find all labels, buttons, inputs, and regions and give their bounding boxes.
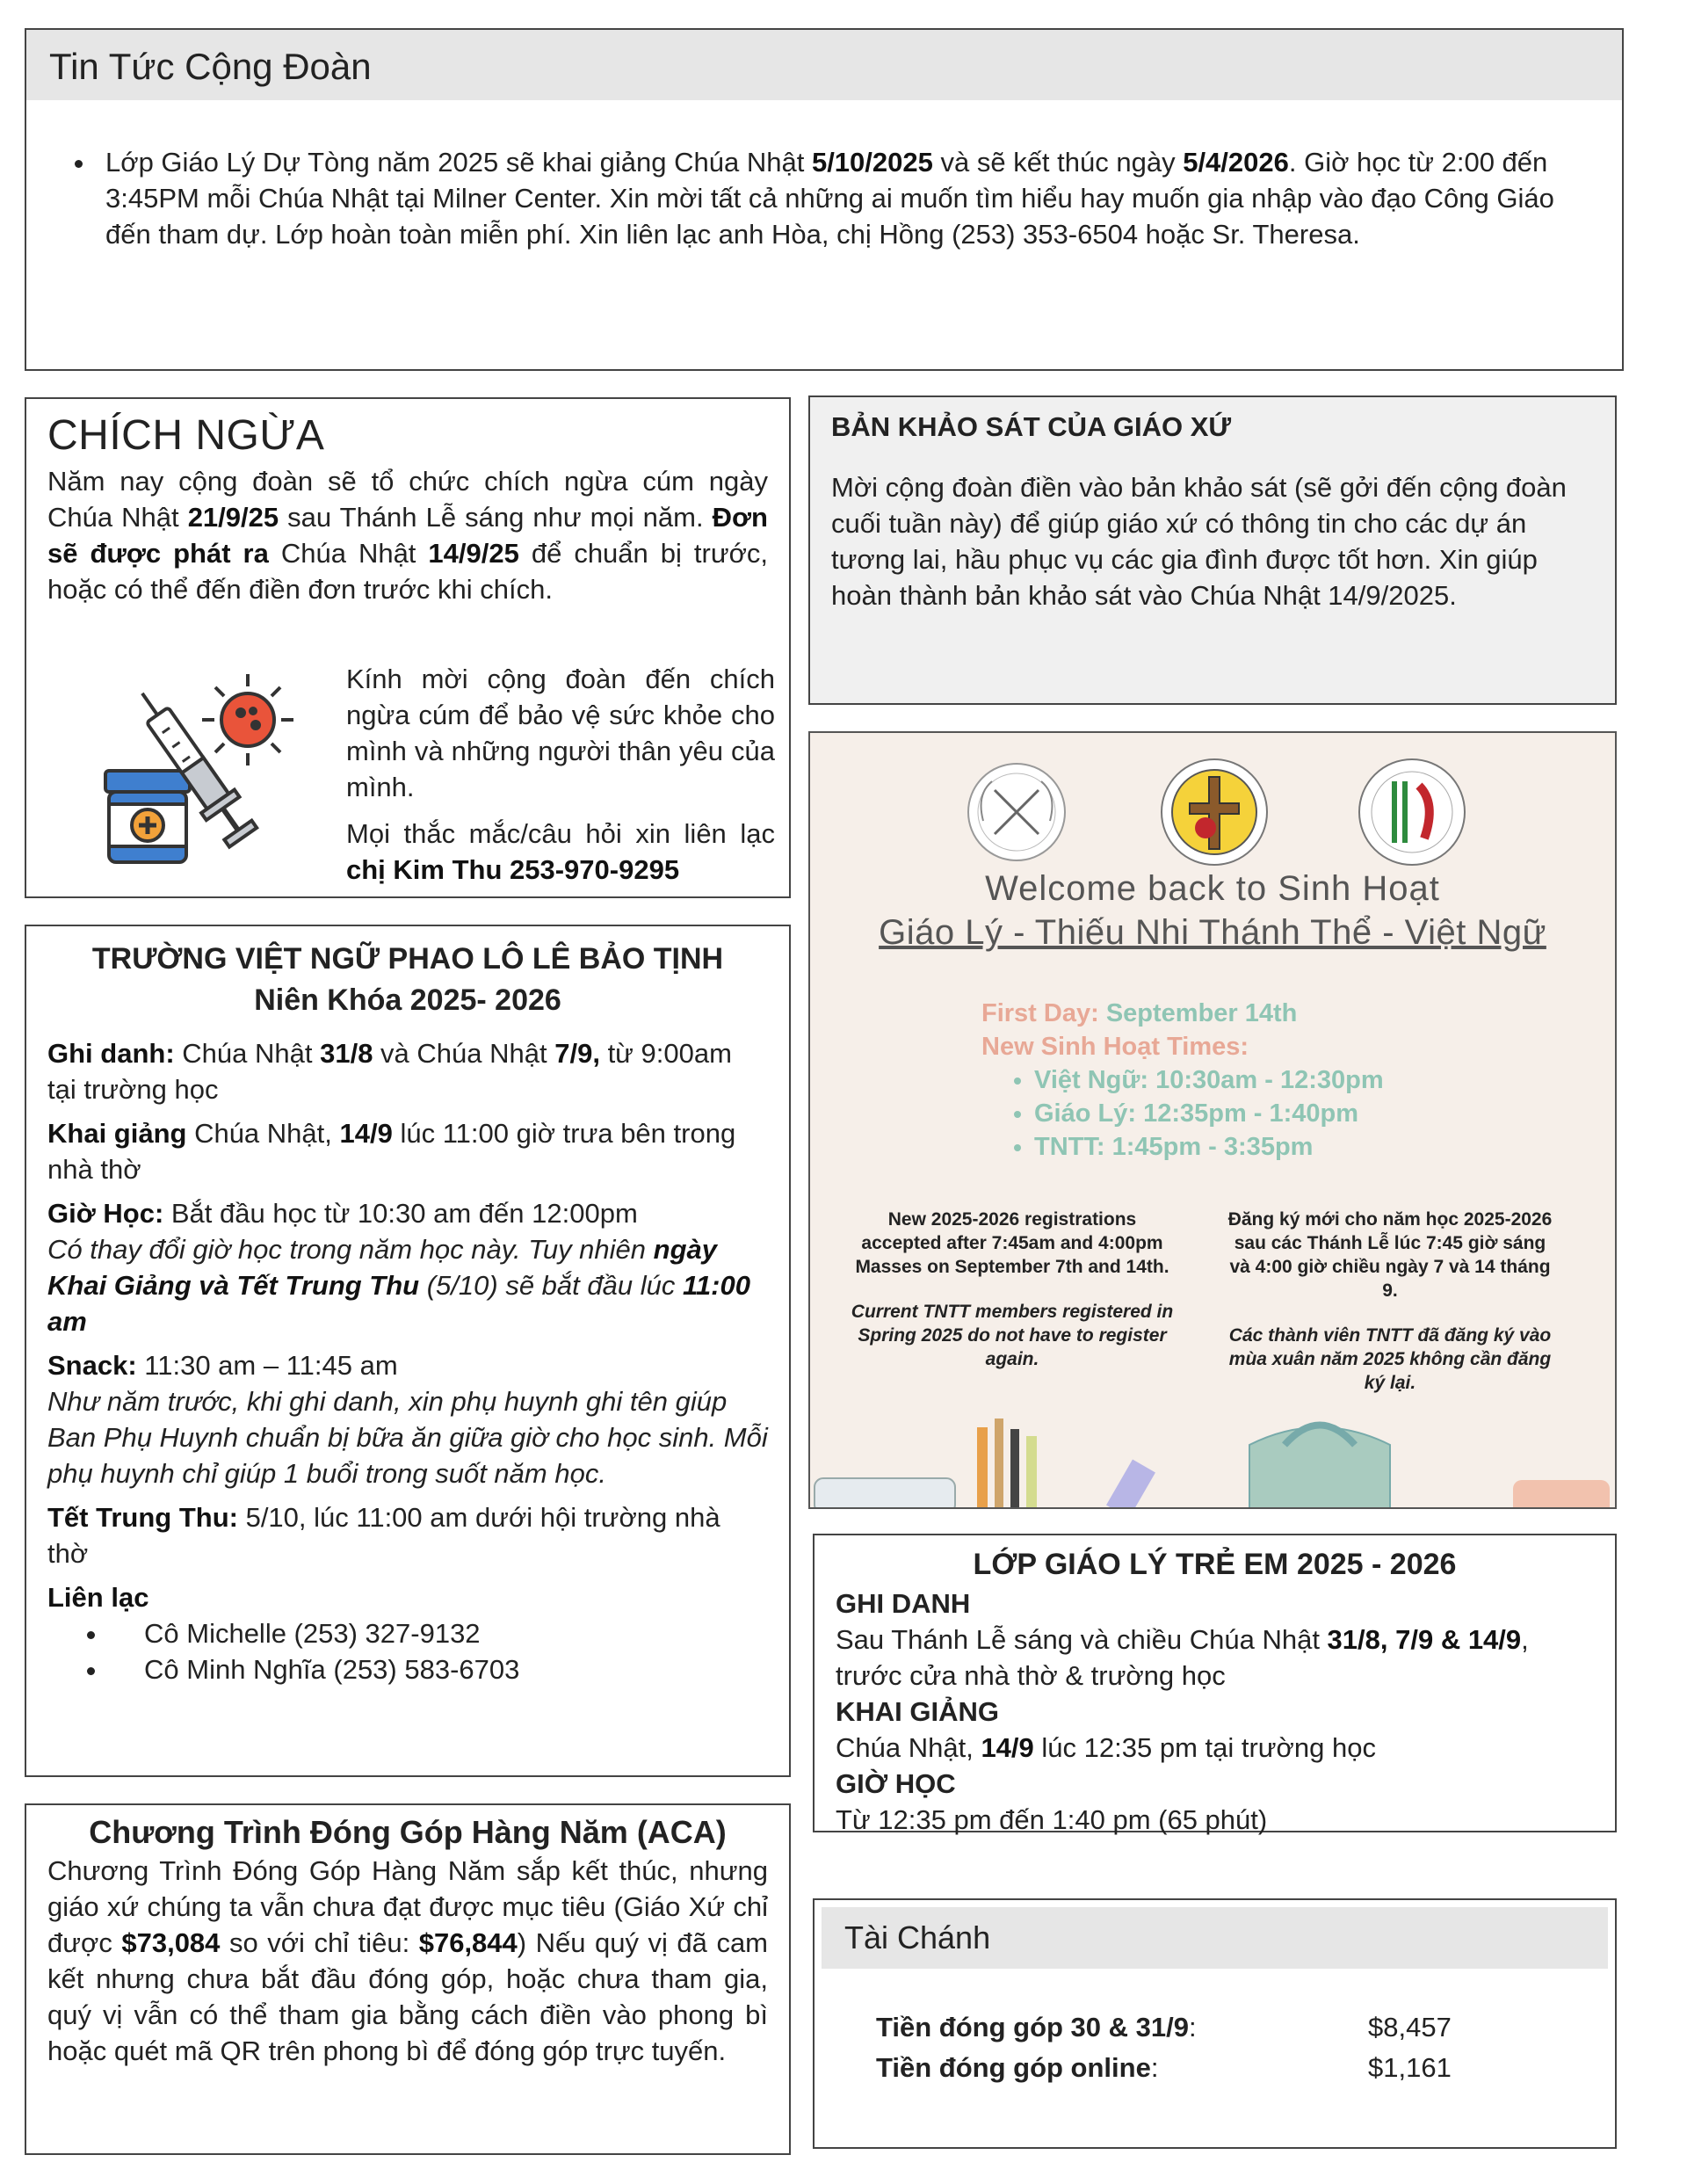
- catechism-registration-text: Sau Thánh Lễ sáng và chiều Chúa Nhật 31/8, 7/9 & 14/9, trước cửa nhà thờ & trường học: [836, 1624, 1529, 1691]
- vietnamese-school-title: [47, 939, 768, 1021]
- catechism-registration-heading: GHI DANH: [836, 1588, 971, 1619]
- school-snack: Snack: 11:30 am – 11:45 am: [47, 1350, 398, 1381]
- flu-shot-invite-text: Kính mời cộng đoàn đến chích ngừa cúm để bảo vệ sức khỏe cho mình và những người thân yêu của mình.: [346, 664, 775, 802]
- parish-survey-title: BẢN KHẢO SÁT CỦA GIÁO XỨ: [831, 411, 1232, 442]
- table-row: [876, 2048, 1452, 2088]
- first-day-value: September 14th: [1105, 999, 1298, 1027]
- list-item: • TNTT: 1:45pm - 3:35pm: [1034, 1130, 1384, 1164]
- news-text: . Giờ học từ 2:00 đến 3:45PM mỗi Chúa Nhật tại Milner Center. Xin mời tất cả những ai muốn tìm hiểu hay muốn gia nhập vào đạo Công Giáo đến tham dự. Lớp hoàn toàn miễn phí. Xin liên lạc anh Hòa, chị Hồng (253) 353-6504 hoặc Sr. Theresa.: [105, 147, 1554, 250]
- school-hours: Giờ Học: Bắt đầu học từ 10:30 am đến 12:00pm: [47, 1198, 638, 1229]
- welcome-heading: Welcome back to Sinh Hoạt: [985, 869, 1440, 908]
- school-supplies-illustration: [810, 1410, 1617, 1509]
- news-end-date: 5/4/2026: [1183, 147, 1289, 178]
- finance-table: [876, 2007, 1452, 2088]
- vietnamese-school-section: [25, 925, 791, 1777]
- finance-label: Tiền đóng góp online:: [876, 2052, 1159, 2083]
- finance-section: [813, 1898, 1617, 2149]
- flu-shot-contact: Mọi thắc mắc/câu hỏi xin liên lạc chị Kim Thu 253-970-9295: [346, 818, 775, 885]
- finance-value: $1,161: [1368, 2052, 1452, 2083]
- catechism-hours-heading: GIỜ HỌC: [836, 1768, 956, 1799]
- school-hours-note: Có thay đổi giờ học trong năm học này. Tuy nhiên ngày Khai Giảng và Tết Trung Thu (5/10) sẽ bắt đầu lúc 11:00 am: [47, 1234, 750, 1337]
- news-start-date: 5/10/2025: [811, 147, 933, 178]
- community-news-list: [97, 144, 1587, 252]
- parish-logos: [810, 751, 1617, 874]
- school-contact-list: [109, 1615, 768, 1687]
- news-text: và sẽ kết thúc ngày: [932, 147, 1184, 178]
- annual-appeal-section: [25, 1803, 791, 2155]
- times-list: [1034, 1063, 1384, 1164]
- parish-survey-text: Mời cộng đoàn điền vào bản khảo sát (sẽ gởi đến cộng đoàn cuối tuần này) để giúp giáo xứ có thông tin cho các dự án tương lai, hầu phục vụ các gia đình được tốt hơn. Xin giúp hoàn thành bản khảo sát vào Chúa Nhật 14/9/2025.: [831, 472, 1567, 611]
- vietnamese-registration-text: Đăng ký mới cho năm học 2025-2026 sau các Thánh Lễ lúc 7:45 giờ sáng và 4:00 giờ chiều ngày 7 và 14 tháng 9.: [1227, 1209, 1553, 1301]
- list-item: • Giáo Lý: 12:35pm - 1:40pm: [1034, 1097, 1384, 1130]
- school-opening: Khai giảng Chúa Nhật, 14/9 lúc 11:00 giờ trưa bên trong nhà thờ: [47, 1118, 736, 1185]
- school-name: TRƯỜNG VIỆT NGỮ PHAO LÔ LÊ BẢO TỊNH: [91, 942, 724, 976]
- school-registration: Ghi danh: Chúa Nhật 31/8 và Chúa Nhật 7/9, từ 9:00am tại trường học: [47, 1038, 732, 1105]
- list-item: • Cô Minh Nghĩa (253) 583-6703: [109, 1651, 768, 1687]
- annual-appeal-title: Chương Trình Đóng Góp Hàng Năm (ACA): [89, 1814, 727, 1850]
- flu-shot-invitation: [346, 661, 775, 888]
- finance-title: Tài Chánh: [822, 1907, 1608, 1969]
- vietnamese-registration: [1227, 1208, 1553, 1395]
- vietnamese-school-logo: [1359, 759, 1465, 865]
- welcome-subtitle: Giáo Lý - Thiếu Nhi Thánh Thể - Việt Ngữ: [879, 913, 1546, 952]
- finance-label: Tiền đóng góp 30 & 31/9:: [876, 2012, 1197, 2043]
- school-snack-note: Như năm trước, khi ghi danh, xin phụ huynh ghi tên giúp Ban Phụ Huynh chuẩn bị bữa ăn giữa giờ cho học sinh. Mỗi phụ huynh chỉ giúp 1 buổi trong suốt năm học.: [47, 1386, 768, 1489]
- catechism-opening-heading: KHAI GIẢNG: [836, 1696, 999, 1727]
- catechism-logo: [968, 764, 1065, 860]
- welcome-back-poster: [808, 731, 1617, 1509]
- catechism-hours-text: Từ 12:35 pm đến 1:40 pm (65 phút): [836, 1804, 1268, 1835]
- list-item: [97, 144, 1587, 252]
- community-news-title: Tin Tức Cộng Đoàn: [26, 30, 1622, 100]
- english-registration-note: Current TNTT members registered in Spring 2025 do not have to register again.: [851, 1302, 1174, 1369]
- catechism-opening-text: Chúa Nhật, 14/9 lúc 12:35 pm tại trường học: [836, 1732, 1376, 1763]
- school-year: Niên Khóa 2025- 2026: [254, 983, 561, 1017]
- school-mid-autumn: Tết Trung Thu: 5/10, lúc 11:00 am dưới hội trường nhà thờ: [47, 1502, 720, 1569]
- list-item: • Việt Ngữ: 10:30am - 12:30pm: [1034, 1063, 1384, 1097]
- community-news-section: [25, 28, 1624, 371]
- table-row: [876, 2007, 1452, 2048]
- times-label: New Sinh Hoạt Times:: [981, 1033, 1249, 1061]
- flu-shot-section: [25, 397, 791, 898]
- schedule-block: [981, 997, 1384, 1164]
- list-item: • Cô Michelle (253) 327-9132: [109, 1615, 768, 1651]
- flu-shot-title: CHÍCH NGỪA: [47, 412, 325, 459]
- flu-shot-text: Năm nay cộng đoàn sẽ tổ chức chích ngừa cúm ngày Chúa Nhật 21/9/25 sau Thánh Lễ sáng như mọi năm. Đơn sẽ được phát ra Chúa Nhật 14/9/25 để chuẩn bị trước, hoặc có thể đến điền đơn trước khi chích.: [47, 466, 769, 605]
- vaccine-syringe-icon: [97, 667, 325, 869]
- catechism-title: LỚP GIÁO LÝ TRẺ EM 2025 - 2026: [973, 1548, 1457, 1581]
- first-day-label: First Day:: [981, 999, 1106, 1027]
- english-registration-text: New 2025-2026 registrations accepted after 7:45am and 4:00pm Masses on September 7th and 14th.: [855, 1209, 1169, 1277]
- parish-survey-section: [808, 395, 1617, 705]
- news-text: Lớp Giáo Lý Dự Tòng năm 2025 sẽ khai giảng Chúa Nhật: [105, 147, 812, 178]
- english-registration: [850, 1208, 1175, 1371]
- children-catechism-section: [813, 1534, 1617, 1835]
- finance-value: $8,457: [1368, 2012, 1452, 2043]
- school-contact-label: Liên lạc: [47, 1582, 149, 1613]
- vietnamese-registration-note: Các thành viên TNTT đã đăng ký vào mùa xuân năm 2025 không cần đăng ký lại.: [1228, 1325, 1552, 1393]
- annual-appeal-text: Chương Trình Đóng Góp Hàng Năm sắp kết thúc, nhưng giáo xứ chúng ta vẫn chưa đạt được mục tiêu (Giáo Xứ chỉ được $73,084 so với chỉ tiêu: $76,844) Nếu quý vị đã cam kết nhưng chưa bắt đầu đóng góp, hoặc chưa tham gia, quý vị vẫn có thể tham gia bằng cách điền vào phong bì hoặc quét mã QR trên phong bì để đóng góp trực tuyến.: [47, 1855, 769, 2066]
- tntt-logo: [1162, 759, 1267, 865]
